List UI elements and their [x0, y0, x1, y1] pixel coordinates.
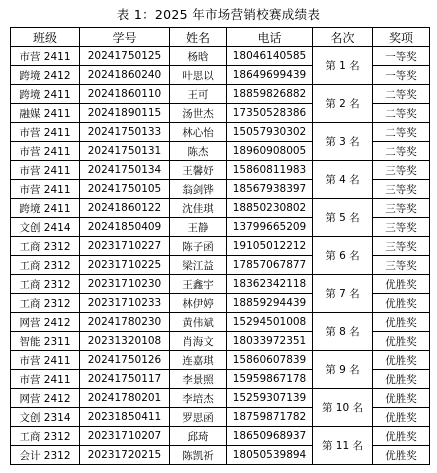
rank-cell: 第 8 名: [313, 313, 373, 351]
class-cell: 市营 2411: [11, 123, 80, 142]
award-cell: 一等奖: [373, 66, 430, 85]
table-row: [11, 123, 430, 142]
class-cell: 市营 2411: [11, 161, 80, 180]
rank-cell: 第 10 名: [313, 389, 373, 427]
class-cell: 会计 2312: [11, 446, 80, 465]
phone-cell: 15259307139: [227, 389, 313, 408]
award-cell: 三等奖: [373, 256, 430, 275]
class-cell: 工商 2312: [11, 427, 80, 446]
student-id-cell: 20241750131: [80, 142, 170, 161]
name-cell: 王可: [170, 85, 227, 104]
table-row: [11, 389, 430, 408]
phone-cell: 18759871782: [227, 408, 313, 427]
name-cell: 李培杰: [170, 389, 227, 408]
student-id-cell: 20241750117: [80, 370, 170, 389]
award-cell: 三等奖: [373, 237, 430, 256]
phone-cell: 18567938397: [227, 180, 313, 199]
student-id-cell: 20241860122: [80, 199, 170, 218]
award-cell: 优胜奖: [373, 427, 430, 446]
award-cell: 优胜奖: [373, 389, 430, 408]
award-cell: 二等奖: [373, 123, 430, 142]
rank-cell: 第 9 名: [313, 351, 373, 389]
award-cell: 优胜奖: [373, 446, 430, 465]
student-id-cell: 20241780230: [80, 313, 170, 332]
class-cell: 跨境 2412: [11, 66, 80, 85]
rank-cell: 第 6 名: [313, 237, 373, 275]
phone-cell: 15959867178: [227, 370, 313, 389]
results-table: [10, 27, 430, 465]
table-row: [11, 351, 430, 370]
phone-cell: 18859294439: [227, 294, 313, 313]
phone-cell: 18362342118: [227, 275, 313, 294]
class-cell: 文创 2414: [11, 218, 80, 237]
award-cell: 三等奖: [373, 218, 430, 237]
header-award: 奖项: [373, 28, 430, 47]
student-id-cell: 20241750134: [80, 161, 170, 180]
rank-cell: 第 4 名: [313, 161, 373, 199]
table-row: [11, 427, 430, 446]
header-row: [11, 28, 430, 47]
class-cell: 文创 2314: [11, 408, 80, 427]
table-row: [11, 275, 430, 294]
award-cell: 优胜奖: [373, 294, 430, 313]
student-id-cell: 20231710207: [80, 427, 170, 446]
student-id-cell: 20241850409: [80, 218, 170, 237]
student-id-cell: 20241750133: [80, 123, 170, 142]
rank-cell: 第 7 名: [313, 275, 373, 313]
student-id-cell: 20241750125: [80, 47, 170, 66]
table-row: [11, 85, 430, 104]
phone-cell: 15294501008: [227, 313, 313, 332]
phone-cell: 19105012212: [227, 237, 313, 256]
award-cell: 二等奖: [373, 104, 430, 123]
name-cell: 林心怡: [170, 123, 227, 142]
name-cell: 杨晗: [170, 47, 227, 66]
phone-cell: 13799665209: [227, 218, 313, 237]
phone-cell: 15057930302: [227, 123, 313, 142]
name-cell: 翁剑铧: [170, 180, 227, 199]
class-cell: 跨境 2411: [11, 199, 80, 218]
rank-cell: 第 3 名: [313, 123, 373, 161]
rank-cell: 第 11 名: [313, 427, 373, 465]
table-row: [11, 237, 430, 256]
phone-cell: 17350528386: [227, 104, 313, 123]
phone-cell: 18960908005: [227, 142, 313, 161]
class-cell: 网营 2412: [11, 313, 80, 332]
student-id-cell: 20231710227: [80, 237, 170, 256]
class-cell: 工商 2312: [11, 256, 80, 275]
table-caption: 表 1：2025 年市场营销校赛成绩表: [116, 7, 321, 22]
student-id-cell: 20231720215: [80, 446, 170, 465]
name-cell: 肖海文: [170, 332, 227, 351]
phone-cell: 18046140585: [227, 47, 313, 66]
award-cell: 优胜奖: [373, 313, 430, 332]
student-id-cell: 20241860240: [80, 66, 170, 85]
name-cell: 梁江益: [170, 256, 227, 275]
name-cell: 连嘉琪: [170, 351, 227, 370]
student-id-cell: 20241750126: [80, 351, 170, 370]
name-cell: 林伊婷: [170, 294, 227, 313]
student-id-cell: 20241750105: [80, 180, 170, 199]
award-cell: 二等奖: [373, 142, 430, 161]
award-cell: 三等奖: [373, 199, 430, 218]
award-cell: 优胜奖: [373, 408, 430, 427]
class-cell: 融媒 2411: [11, 104, 80, 123]
student-id-cell: 20241890115: [80, 104, 170, 123]
table-body: [11, 47, 430, 465]
name-cell: 王馨妤: [170, 161, 227, 180]
class-cell: 跨境 2411: [11, 85, 80, 104]
name-cell: 邱琦: [170, 427, 227, 446]
student-id-cell: 20231710225: [80, 256, 170, 275]
class-cell: 市营 2411: [11, 370, 80, 389]
phone-cell: 18033972351: [227, 332, 313, 351]
table-row: [11, 199, 430, 218]
header-student-id: 学号: [80, 28, 170, 47]
student-id-cell: 20241780201: [80, 389, 170, 408]
phone-cell: 15860607839: [227, 351, 313, 370]
phone-cell: 15860811983: [227, 161, 313, 180]
name-cell: 王静: [170, 218, 227, 237]
table-row: [11, 47, 430, 66]
phone-cell: 18650968937: [227, 427, 313, 446]
award-cell: 二等奖: [373, 85, 430, 104]
rank-cell: 第 5 名: [313, 199, 373, 237]
phone-cell: 17857067877: [227, 256, 313, 275]
class-cell: 市营 2411: [11, 142, 80, 161]
header-phone: 电话: [227, 28, 313, 47]
header-class: 班级: [11, 28, 80, 47]
name-cell: 王鑫宇: [170, 275, 227, 294]
phone-cell: 18859826882: [227, 85, 313, 104]
phone-cell: 18850230802: [227, 199, 313, 218]
award-cell: 优胜奖: [373, 332, 430, 351]
name-cell: 陈子函: [170, 237, 227, 256]
name-cell: 罗思函: [170, 408, 227, 427]
class-cell: 工商 2312: [11, 237, 80, 256]
class-cell: 智能 2311: [11, 332, 80, 351]
name-cell: 汤世杰: [170, 104, 227, 123]
award-cell: 优胜奖: [373, 351, 430, 370]
class-cell: 工商 2312: [11, 294, 80, 313]
student-id-cell: 20231710233: [80, 294, 170, 313]
phone-cell: 18050539894: [227, 446, 313, 465]
award-cell: 优胜奖: [373, 275, 430, 294]
name-cell: 陈杰: [170, 142, 227, 161]
name-cell: 李景照: [170, 370, 227, 389]
name-cell: 黄伟斌: [170, 313, 227, 332]
name-cell: 沈佳琪: [170, 199, 227, 218]
student-id-cell: 20231710230: [80, 275, 170, 294]
phone-cell: 18649699439: [227, 66, 313, 85]
rank-cell: 第 1 名: [313, 47, 373, 85]
header-name: 姓名: [170, 28, 227, 47]
award-cell: 三等奖: [373, 161, 430, 180]
award-cell: 一等奖: [373, 47, 430, 66]
class-cell: 工商 2312: [11, 275, 80, 294]
award-cell: 优胜奖: [373, 370, 430, 389]
student-id-cell: 20231320108: [80, 332, 170, 351]
table-row: [11, 161, 430, 180]
class-cell: 市营 2411: [11, 47, 80, 66]
name-cell: 叶思以: [170, 66, 227, 85]
award-cell: 三等奖: [373, 180, 430, 199]
student-id-cell: 20241860110: [80, 85, 170, 104]
class-cell: 市营 2411: [11, 351, 80, 370]
table-row: [11, 313, 430, 332]
class-cell: 市营 2411: [11, 180, 80, 199]
header-rank: 名次: [313, 28, 373, 47]
class-cell: 网营 2412: [11, 389, 80, 408]
student-id-cell: 20231850411: [80, 408, 170, 427]
rank-cell: 第 2 名: [313, 85, 373, 123]
name-cell: 陈凯祈: [170, 446, 227, 465]
